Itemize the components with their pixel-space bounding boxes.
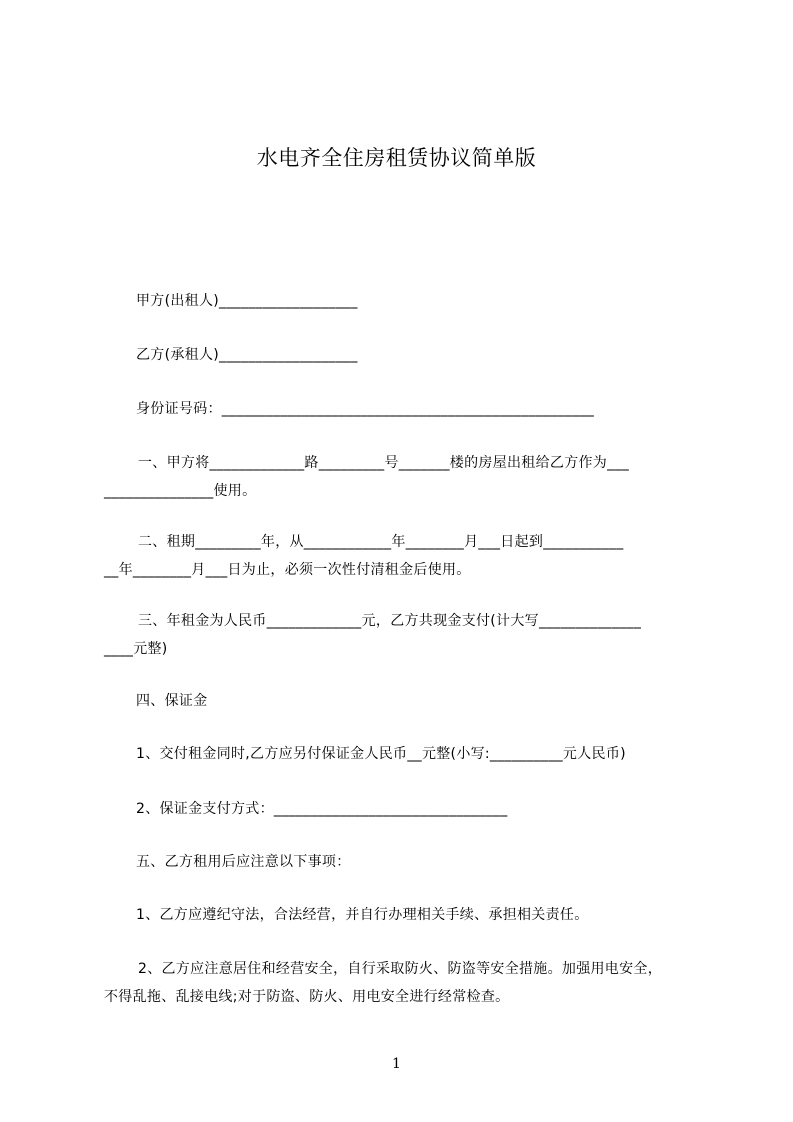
party-b-line: 乙方(承租人)___________________ [136, 347, 358, 363]
clause2-line1: 二、租期_________年，从____________年________月___日起到___________ [138, 534, 624, 550]
clause5-item1: 1、乙方应遵纪守法，合法经营，并自行办理相关手续、承担相关责任。 [136, 907, 589, 923]
clause2-line2: __年________月___日为止，必须一次性付清租金后使用。 [104, 562, 471, 578]
clause4-item1: 1、交付租金同时,乙方应另付保证金人民币__元整(小写:__________元人民币) [136, 746, 626, 762]
party-a-line: 甲方(出租人)___________________ [136, 293, 358, 309]
clause4-heading: 四、保证金 [136, 693, 208, 709]
id-number-line: 身份证号码：___________________________________________________ [136, 401, 595, 417]
clause5-item2-line1: 2、乙方应注意居住和经营安全，自行采取防火、防盗等安全措施。加强用电安全， [138, 961, 663, 977]
clause5-item2-line2: 不得乱拖、乱接电线;对于防盗、防火、用电安全进行经常检查。 [104, 989, 510, 1005]
document-title: 水电齐全住房租赁协议简单版 [256, 146, 537, 170]
page-number: 1 [392, 1056, 401, 1072]
clause5-heading: 五、乙方租用后应注意以下事项： [136, 854, 351, 870]
clause1-line2: _______________使用。 [104, 483, 257, 499]
clause3-line1: 三、年租金为人民币_____________元，乙方共现金支付(计大写______________ [138, 613, 642, 629]
clause1-line1: 一、甲方将_____________路_________号_______楼的房屋出租给乙方作为___ [138, 455, 629, 471]
clause3-line2: ____元整) [104, 641, 168, 657]
clause4-item2: 2、保证金支付方式：________________________________ [136, 801, 508, 817]
